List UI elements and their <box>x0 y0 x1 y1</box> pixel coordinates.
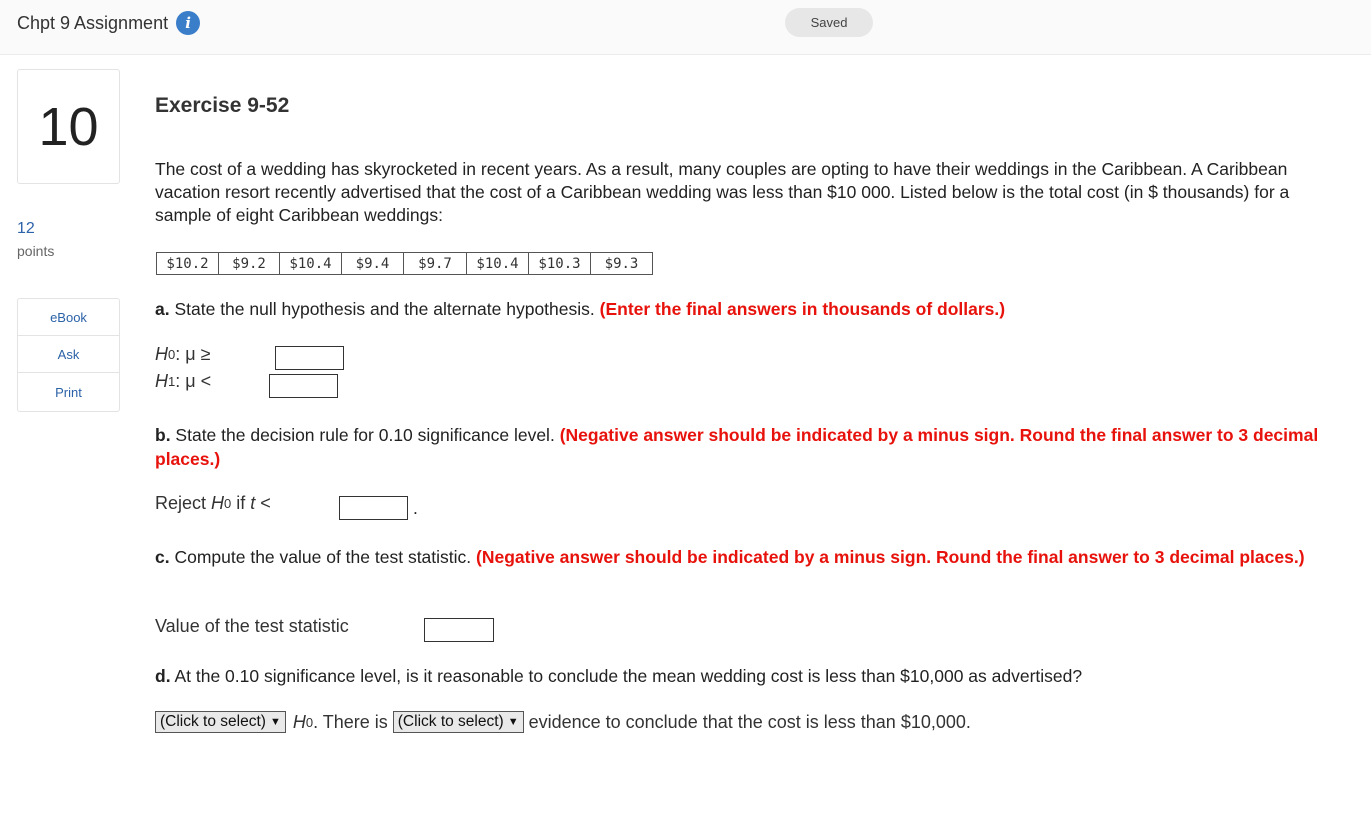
alt-hypothesis-line <box>155 371 211 392</box>
dropdown-arrow-icon: ▼ <box>507 716 519 728</box>
h0-subscript: 0 <box>168 347 176 362</box>
decision-rule-line <box>155 493 271 514</box>
data-cell: $9.2 <box>219 253 280 275</box>
conclusion-line <box>155 711 971 733</box>
exercise-title: Exercise 9-52 <box>155 94 290 117</box>
conclusion-end-text: evidence to conclude that the cost is less than $10,000. <box>523 711 971 732</box>
part-d-label: d. <box>155 666 171 686</box>
reject-decision-select[interactable] <box>155 711 286 733</box>
part-c-question <box>155 545 1325 569</box>
data-cell: $9.7 <box>404 253 467 275</box>
part-b-note: (Negative answer should be indicated by a minus sign. Round the final answer to 3 decimal places.) <box>155 425 1319 469</box>
reject-prefix: Reject <box>155 493 212 513</box>
data-cell: $9.4 <box>342 253 404 275</box>
part-a-note: (Enter the final answers in thousands of dollars.) <box>599 299 1006 319</box>
data-cell: $10.3 <box>529 253 591 275</box>
h1-operator: : μ < <box>175 371 212 391</box>
table-row <box>157 253 653 275</box>
part-a-question <box>155 297 1005 321</box>
if-text: if <box>231 493 251 513</box>
part-b-question <box>155 423 1325 471</box>
part-d-question <box>155 664 1082 688</box>
evidence-value: (Click to select) <box>397 713 504 730</box>
decision-operator: < <box>255 493 271 513</box>
h0-letter-b: H <box>211 493 225 513</box>
part-a-text: State the null hypothesis and the alternate hypothesis. <box>169 299 600 319</box>
info-icon[interactable]: i <box>176 11 200 35</box>
saved-status-badge: Saved <box>785 8 873 37</box>
points-label: points <box>17 243 55 259</box>
assignment-title-text: Chpt 9 Assignment <box>17 12 169 33</box>
top-header <box>0 0 1371 55</box>
h1-letter: H <box>155 371 168 391</box>
test-statistic-input[interactable] <box>424 618 494 642</box>
ask-button[interactable]: Ask <box>18 336 119 373</box>
part-d-text: At the 0.10 significance level, is it reasonable to conclude the mean wedding cost is less than $10,000 as advertised? <box>170 666 1083 686</box>
ebook-button[interactable]: eBook <box>18 299 119 336</box>
dropdown-arrow-icon: ▼ <box>269 716 281 728</box>
h0-subscript-b: 0 <box>224 496 232 511</box>
points-value: 12 <box>17 220 35 237</box>
test-statistic-label: Value of the test statistic <box>155 616 349 636</box>
h0-operator: : μ ≥ <box>175 344 211 364</box>
part-b-text: State the decision rule for 0.10 significance level. <box>170 425 560 445</box>
data-cell: $9.3 <box>591 253 653 275</box>
null-hypothesis-line <box>155 344 211 365</box>
part-a-label: a. <box>155 299 170 319</box>
t-letter: t <box>250 493 256 513</box>
data-cell: $10.2 <box>157 253 219 275</box>
decision-period: . <box>413 498 418 518</box>
part-c-note: (Negative answer should be indicated by a minus sign. Round the final answer to 3 decimal places.) <box>476 547 1305 567</box>
h0-letter-d: H <box>292 711 306 732</box>
exercise-intro: The cost of a wedding has skyrocketed in recent years. As a result, many couples are opting to have their weddings in the Caribbean. A Caribbean vacation resort recently advertised that the cost of a Caribbean wedding was less than $10 000. Listed below is the total cost (in $ thousands) for a sample of eight Caribbean weddings: <box>155 159 1290 225</box>
h0-subscript-d: 0 <box>305 714 314 730</box>
conclusion-mid-text: . There is <box>313 711 393 732</box>
part-c-text: Compute the value of the test statistic. <box>169 547 477 567</box>
assignment-title <box>17 11 200 35</box>
resource-menu <box>17 298 120 412</box>
reject-decision-value: (Click to select) <box>160 713 266 730</box>
question-number: 10 <box>17 69 120 184</box>
h1-subscript: 1 <box>168 374 176 389</box>
h0-input[interactable] <box>275 346 344 370</box>
h0-letter: H <box>155 344 168 364</box>
data-table <box>156 252 653 275</box>
h1-input[interactable] <box>269 374 338 398</box>
data-cell: $10.4 <box>280 253 342 275</box>
part-b-label: b. <box>155 425 171 445</box>
data-cell: $10.4 <box>467 253 529 275</box>
print-button[interactable]: Print <box>55 384 82 400</box>
evidence-select[interactable] <box>393 711 524 733</box>
part-c-label: c. <box>155 547 170 567</box>
critical-value-input[interactable] <box>339 496 408 520</box>
